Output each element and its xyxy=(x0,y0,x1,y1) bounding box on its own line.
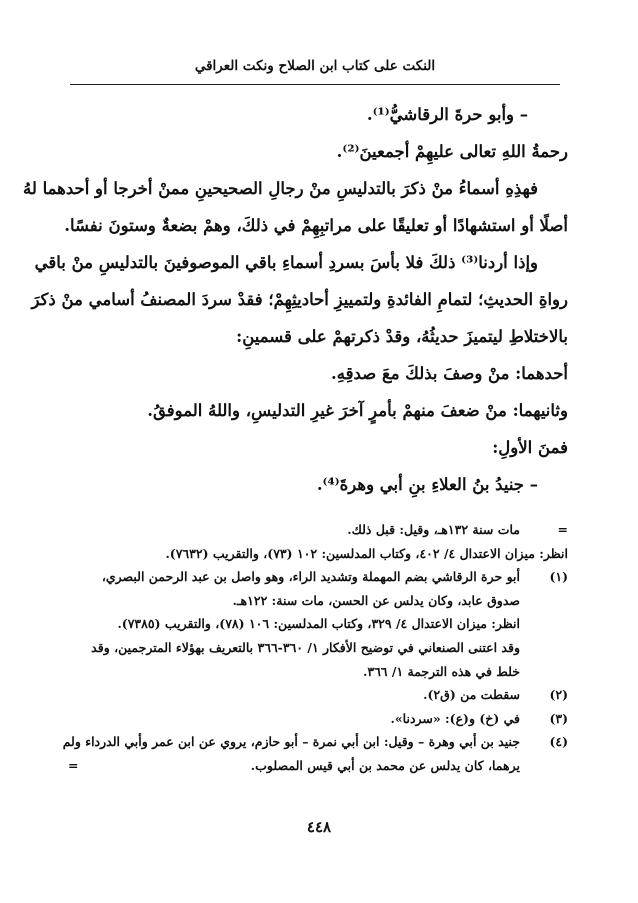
footnote-line: في (خ) و(ع): «سردنا». xyxy=(390,710,520,726)
footnote-1 xyxy=(68,565,568,683)
section-heading: فمنَ الأولِ: xyxy=(492,438,568,457)
footnotes xyxy=(62,518,568,778)
paragraph-names-line1: فهذِهِ أسماءُ منْ ذكرَ بالتدليسِ منْ رجالِ الصحيحينِ ممنْ أخرجا أو أحدهما لهُ xyxy=(22,179,538,198)
footnote-3 xyxy=(68,707,568,731)
footnote-line: انظر: ميزان الاعتدال ٤/ ٤٠٢، وكتاب المدلسين: ١٠٢ (٧٣)، والتقريب (٧٦٣٢). xyxy=(165,545,568,561)
main-text xyxy=(22,96,568,503)
footnote-number: (٤) xyxy=(549,734,568,750)
entry-abu-hurra: – وأبو حرةَ الرقاشيُّ⁽¹⁾. xyxy=(366,105,528,124)
entry-junayd: – جنيدُ بنُ العلاءِ بنِ أبي وهرةَ⁽⁴⁾. xyxy=(316,475,538,494)
page-number: ٤٤٨ xyxy=(306,818,332,836)
continuation-marker: = xyxy=(557,522,568,537)
footnote-line: خلط في هذه الترجمة ١/ ٣٦٦. xyxy=(363,663,520,679)
footnote-line: انظر: ميزان الاعتدال ٤/ ٣٢٩، وكتاب المدلسين: ١٠٦ (٧٨)، والتقريب (٧٣٨٥). xyxy=(117,616,520,632)
footnote-line: مات سنة ١٣٢هـ، وقيل: قبل ذلك. xyxy=(347,522,520,537)
footnote-line xyxy=(68,754,520,778)
footnote-number: (٢) xyxy=(549,687,568,703)
footnote-text: يرهما، كان يدلس عن محمد بن أبي قيس المصلوب. xyxy=(250,757,520,773)
footnote-2 xyxy=(68,683,568,707)
footnote-line: جنيد بن أبي وهرة – وقيل: ابن أبي نمرة – أبو حازم، يروي عن ابن عمر وأبي الدرداء ولم xyxy=(62,734,520,750)
footnote-number: (١) xyxy=(549,569,568,585)
running-header: النكت على كتاب ابن الصلاح ونكت العراقي xyxy=(194,58,436,74)
paragraph-rahma: رحمةُ اللهِ تعالى عليهِمْ أجمعينَ⁽²⁾. xyxy=(336,142,568,161)
footnote-line: سقطت من (ق٢). xyxy=(423,687,520,703)
paragraph-sard-line3: بالاختلاطِ ليتميزَ حديثُهُ، وقدْ ذكرتهمْ على قسمينِ: xyxy=(236,327,568,346)
paragraph-sard-line2: رواةِ الحديثِ؛ لتمامِ الفائدةِ ولتمييزِ أحاديثِهِمْ؛ فقدْ سردَ المصنفُ أسامي منْ ذكرَ xyxy=(31,290,568,309)
footnote-line: صدوق عابد، وكان يدلس عن الحسن، مات سنة: ١٢٢هـ. xyxy=(232,592,520,608)
paragraph-sard-line1: وإذا أردنا⁽³⁾ ذلكَ فلا بأسَ بسردِ أسماءِ باقي الموصوفينَ بالتدليسِ منْ باقي xyxy=(34,253,538,272)
footnote-number: (٣) xyxy=(549,710,568,726)
footnote-continuation xyxy=(68,518,568,542)
first-category: أحدهما: منْ وصفَ بذلكَ معَ صدقِهِ. xyxy=(331,364,568,383)
paragraph-names-line2: أصلًا أو استشهادًا أو تعليقًا على مراتبِهِمْ في ذلكَ، وهمْ بضعةٌ وستونَ نفسًا. xyxy=(64,216,568,235)
header-divider xyxy=(70,84,560,85)
footnote-line: وقد اعتنى الصنعاني في توضيح الأفكار ١/ ٣٦٠-٣٦٦ بالتعريف بهؤلاء المترجمين، وقد xyxy=(91,639,520,655)
footnote-4 xyxy=(62,730,568,777)
second-category: وثانيهما: منْ ضعفَ منهمْ بأمرٍ آخرَ غيرِ التدليسِ، واللهُ الموفقُ. xyxy=(147,401,568,420)
continuation-marker: = xyxy=(68,757,79,773)
footnote-line: أبو حرة الرقاشي بضم المهملة وتشديد الراء، وهو واصل بن عبد الرحمن البصري، xyxy=(101,569,520,585)
